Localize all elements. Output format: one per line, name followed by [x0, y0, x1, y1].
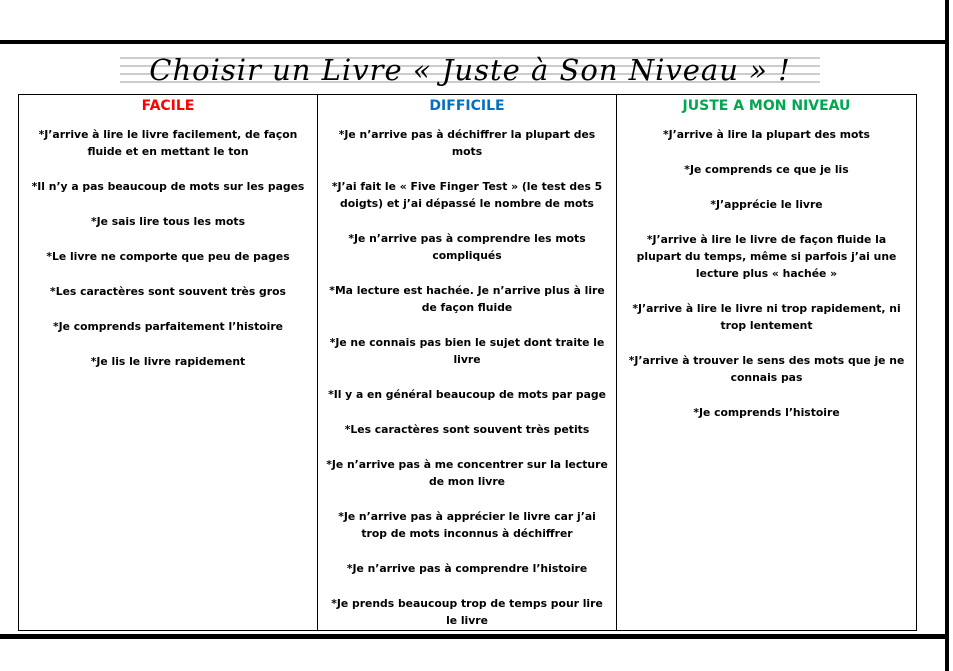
juste-item: *J’arrive à lire le livre de façon fluide la plupart du temps, même si parfois j’ai une lecture plus « hachée »: [636, 233, 897, 280]
title-area: [120, 50, 820, 90]
juste-item: *J’arrive à trouver le sens des mots que je ne connais pas: [628, 354, 905, 384]
facile-item: *Il n’y a pas beaucoup de mots sur les pages: [31, 180, 305, 193]
top-border: [0, 40, 949, 44]
facile-item: *Je sais lire tous les mots: [90, 215, 246, 228]
facile-item: *Je lis le livre rapidement: [90, 355, 246, 368]
difficile-item: *Je n’arrive pas à apprécier le livre car j’ai trop de mots inconnus à déchiffrer: [338, 510, 596, 540]
difficile-item: *Je n’arrive pas à comprendre l’histoire: [346, 562, 588, 575]
juste-item: *Je comprends l’histoire: [693, 406, 840, 419]
juste-item: *Je comprends ce que je lis: [684, 163, 849, 176]
facile-item: *Le livre ne comporte que peu de pages: [46, 250, 290, 263]
difficile-item: *Ma lecture est hachée. Je n’arrive plus à lire de façon fluide: [329, 284, 605, 314]
difficile-item: *Je n’arrive pas à comprendre les mots compliqués: [348, 232, 586, 262]
juste-item: *J’arrive à lire le livre ni trop rapidement, ni trop lentement: [632, 302, 901, 332]
difficile-item: *Je n’arrive pas à me concentrer sur la lecture de mon livre: [326, 458, 608, 488]
heading-facile: FACILE: [141, 98, 195, 114]
heading-juste: JUSTE A MON NIVEAU: [682, 98, 851, 114]
facile-item: *Les caractères sont souvent très gros: [50, 285, 286, 298]
column-facile: [19, 95, 318, 631]
reading-level-table: [18, 94, 917, 631]
difficile-item: *Il y a en général beaucoup de mots par page: [328, 388, 606, 401]
facile-item: *J’arrive à lire le livre facilement, de façon fluide et en mettant le ton: [38, 128, 298, 158]
juste-item: *J’apprécie le livre: [710, 198, 823, 211]
heading-difficile: DIFFICILE: [429, 98, 505, 114]
juste-item: *J’arrive à lire la plupart des mots: [663, 128, 870, 141]
difficile-item: *Les caractères sont souvent très petits: [344, 423, 590, 436]
page-edge-line: [945, 0, 949, 671]
page-title: Choisir un Livre « Juste à Son Niveau » !: [149, 53, 791, 87]
difficile-item: *Je prends beaucoup trop de temps pour lire le livre: [331, 597, 603, 627]
facile-item: *Je comprends parfaitement l’histoire: [52, 320, 284, 333]
difficile-item: *J’ai fait le « Five Finger Test » (le test des 5 doigts) et j’ai dépassé le nombre de mots: [331, 180, 603, 210]
difficile-item: *Je ne connais pas bien le sujet dont traite le livre: [329, 336, 605, 366]
difficile-item: *Je n’arrive pas à déchiffrer la plupart des mots: [338, 128, 596, 158]
column-difficile: [318, 95, 617, 631]
bottom-border: [0, 634, 949, 639]
column-juste: [617, 95, 917, 631]
